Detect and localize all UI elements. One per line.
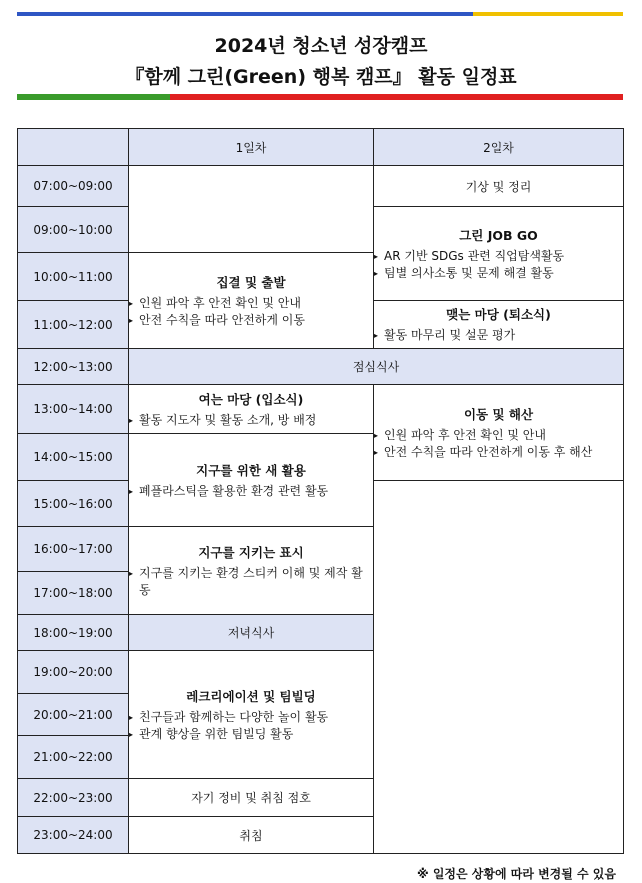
- activity-item: ▸ 친구들과 함께하는 다양한 놀이 활동: [129, 709, 329, 724]
- activity-item: ▸ 팀별 의사소통 및 문제 해결 활동: [374, 265, 554, 280]
- time-cell: 10:00~11:00: [18, 253, 129, 301]
- top-color-bar: [17, 12, 623, 16]
- activity-title: 이동 및 해산: [463, 406, 534, 422]
- time-cell: 13:00~14:00: [18, 385, 129, 434]
- time-cell: 07:00~09:00: [18, 166, 129, 207]
- bullet-icon: ▸: [374, 430, 379, 440]
- activity-item: ▸ 폐플라스틱을 활용한 환경 관련 활동: [129, 483, 329, 498]
- title-line-2: 『함께 그린(Green) 행복 캠프』 활동 일정표: [125, 66, 517, 88]
- day2-empty-cell: [374, 481, 624, 854]
- activity-title: 집결 및 출발: [216, 274, 286, 290]
- day2-move-activity: [374, 385, 624, 481]
- bullet-icon: ▸: [374, 251, 379, 261]
- bullet-icon: ▸: [129, 712, 134, 722]
- time-cell: 20:00~21:00: [18, 694, 129, 736]
- day1-recreation-activity: [129, 651, 374, 779]
- activity-item: ▸ 활동 지도자 및 활동 소개, 방 배정: [129, 412, 317, 427]
- day2-wakeup: 기상 및 정리: [374, 166, 624, 207]
- activity-item: ▸ 지구를 지키는 환경 스티커 이해 및 제작 활동: [129, 565, 363, 597]
- time-cell: 21:00~22:00: [18, 736, 129, 779]
- header-day1: 1일차: [129, 129, 374, 166]
- day1-earth-activity: [129, 434, 374, 527]
- day1-earth-sign-activity: [129, 527, 374, 615]
- activity-title: 지구를 지키는 표시: [198, 544, 304, 560]
- schedule-note: ※ 일정은 상황에 따라 변경될 수 있음: [416, 867, 616, 881]
- header-corner: [18, 129, 129, 166]
- time-cell: 17:00~18:00: [18, 572, 129, 615]
- activity-item: ▸ 인원 파악 후 안전 확인 및 안내: [129, 295, 301, 310]
- bullet-icon: ▸: [129, 415, 134, 425]
- bullet-icon: ▸: [374, 447, 379, 457]
- header-day2: 2일차: [374, 129, 624, 166]
- bottom-color-bar: [17, 94, 623, 100]
- day1-empty-cell: [129, 166, 374, 253]
- activity-title: 그린 JOB GO: [459, 227, 538, 243]
- schedule-table: [17, 128, 624, 854]
- activity-item: ▸ 활동 마무리 및 설문 평가: [374, 328, 516, 342]
- time-cell: 18:00~19:00: [18, 615, 129, 651]
- time-cell: 16:00~17:00: [18, 527, 129, 572]
- bullet-icon: ▸: [129, 298, 134, 308]
- lunch-cell: 점심식사: [129, 349, 624, 385]
- day1-gather-activity: [129, 253, 374, 349]
- day2-job-activity: [374, 207, 624, 301]
- time-cell: 12:00~13:00: [18, 349, 129, 385]
- time-cell: 14:00~15:00: [18, 434, 129, 481]
- bullet-icon: ▸: [129, 568, 134, 578]
- title-line-1: 2024년 청소년 성장캠프: [214, 35, 428, 57]
- activity-title: 여는 마당 (입소식): [198, 391, 304, 407]
- activity-item: ▸ 안전 수칙을 따라 안전하게 이동: [129, 312, 305, 327]
- day1-wash-cell: 자기 정비 및 취침 점호: [129, 779, 374, 817]
- time-cell: 19:00~20:00: [18, 651, 129, 694]
- day1-opening-activity: [129, 385, 374, 434]
- activity-title: 레크리에이션 및 팀빌딩: [186, 688, 316, 704]
- activity-title: 맺는 마당 (퇴소식): [446, 307, 551, 322]
- activity-title: 지구를 위한 새 활용: [196, 462, 306, 478]
- time-cell: 11:00~12:00: [18, 301, 129, 349]
- time-cell: 09:00~10:00: [18, 207, 129, 253]
- bullet-icon: ▸: [129, 729, 134, 739]
- time-cell: 23:00~24:00: [18, 817, 129, 854]
- activity-item: ▸ 인원 파악 후 안전 확인 및 안내: [374, 427, 546, 442]
- activity-item: ▸ 관계 향상을 위한 팀빌딩 활동: [129, 726, 294, 741]
- day2-closing-activity: [374, 301, 624, 349]
- time-cell: 15:00~16:00: [18, 481, 129, 527]
- activity-item: ▸ AR 기반 SDGs 관련 직업탐색활동: [374, 248, 565, 263]
- time-cell: 22:00~23:00: [18, 779, 129, 817]
- bullet-icon: ▸: [374, 331, 379, 340]
- bullet-icon: ▸: [129, 486, 134, 496]
- bullet-icon: ▸: [374, 268, 379, 278]
- dinner-cell: 저녁식사: [129, 615, 374, 651]
- activity-item: ▸ 안전 수칙을 따라 안전하게 이동 후 해산: [374, 444, 593, 459]
- bullet-icon: ▸: [129, 315, 134, 325]
- day1-sleep-cell: 취침: [129, 817, 374, 854]
